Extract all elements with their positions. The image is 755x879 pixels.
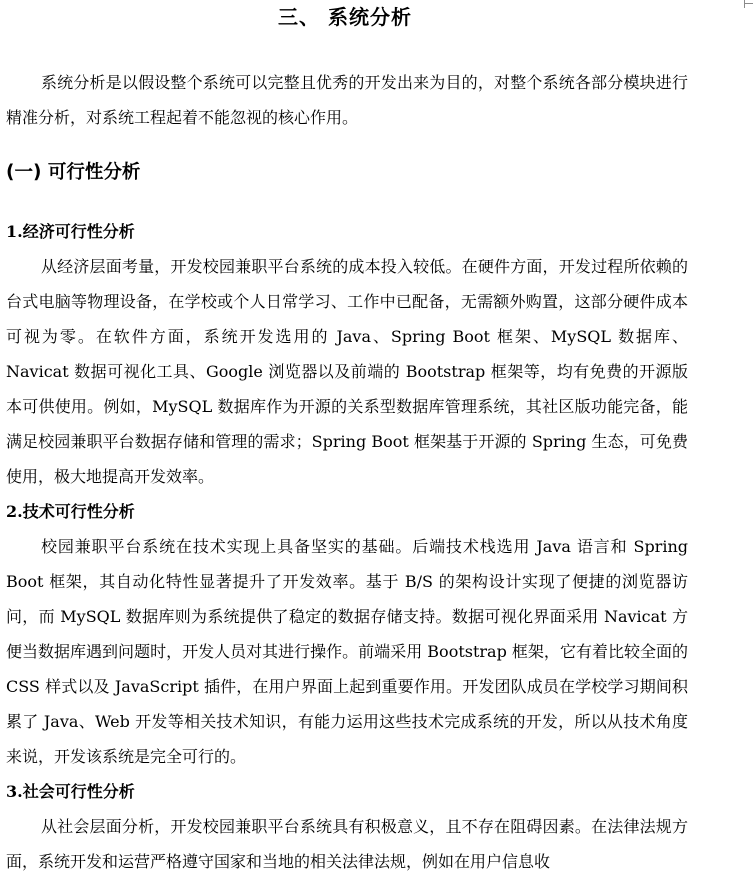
subsection-title-technical: 2.技术可行性分析 <box>6 502 135 521</box>
section-title: (一) 可行性分析 <box>6 162 141 183</box>
subsection-title-social: 3.社会可行性分析 <box>6 782 135 801</box>
subsection-body-economic: 从经济层面考量，开发校园兼职平台系统的成本投入较低。在硬件方面，开发过程所依赖的台式电脑等物理设备，在学校或个人日常学习、工作中已配备，无需额外购置，这部分硬件成本可视为零。在软件方面，系统开发选用的 Java、Spring Boot 框架、MySQL 数据库、Navicat 数据可视化工具、Google 浏览器以及前端的 Bootstrap 框架等，均有免费的开源版本可供使用。例如，MySQL 数据库作为开源的关系型数据库管理系统，其社区版功能完备，能满足校园兼职平台数据存储和管理的需求；Spring Boot 框架基于开源的 Spring 生态，可免费使用，极大地提高开发效率。 <box>6 257 688 486</box>
subsection-title-economic: 1.经济可行性分析 <box>6 222 135 241</box>
subsection-body-technical: 校园兼职平台系统在技术实现上具备坚实的基础。后端技术栈选用 Java 语言和 Spring Boot 框架，其自动化特性显著提升了开发效率。基于 B/S 的架构设计实现了便捷的浏览器访问，而 MySQL 数据库则为系统提供了稳定的数据存储支持。数据可视化界面采用 Navicat 方便当数据库遇到问题时，开发人员对其进行操作。前端采用 Bootstrap 框架，它有着比较全面的 CSS 样式以及 JavaScript 插件，在用户界面上起到重要作用。开发团队成员在学校学习期间积累了 Java、Web 开发等相关技术知识，有能力运用这些技术完成系统的开发，所以从技术角度来说，开发该系统是完全可行的。 <box>6 537 688 766</box>
subsection-body-social: 从社会层面分析，开发校园兼职平台系统具有积极意义，且不存在阻碍因素。在法律法规方面，系统开发和运营严格遵守国家和当地的相关法律法规，例如在用户信息收 <box>6 817 688 871</box>
page-corner-mark <box>744 3 753 5</box>
chapter-title: 三、 系统分析 <box>278 5 412 29</box>
intro-paragraph: 系统分析是以假设整个系统可以完整且优秀的开发出来为目的，对整个系统各部分模块进行精准分析，对系统工程起着不能忽视的核心作用。 <box>6 73 688 127</box>
